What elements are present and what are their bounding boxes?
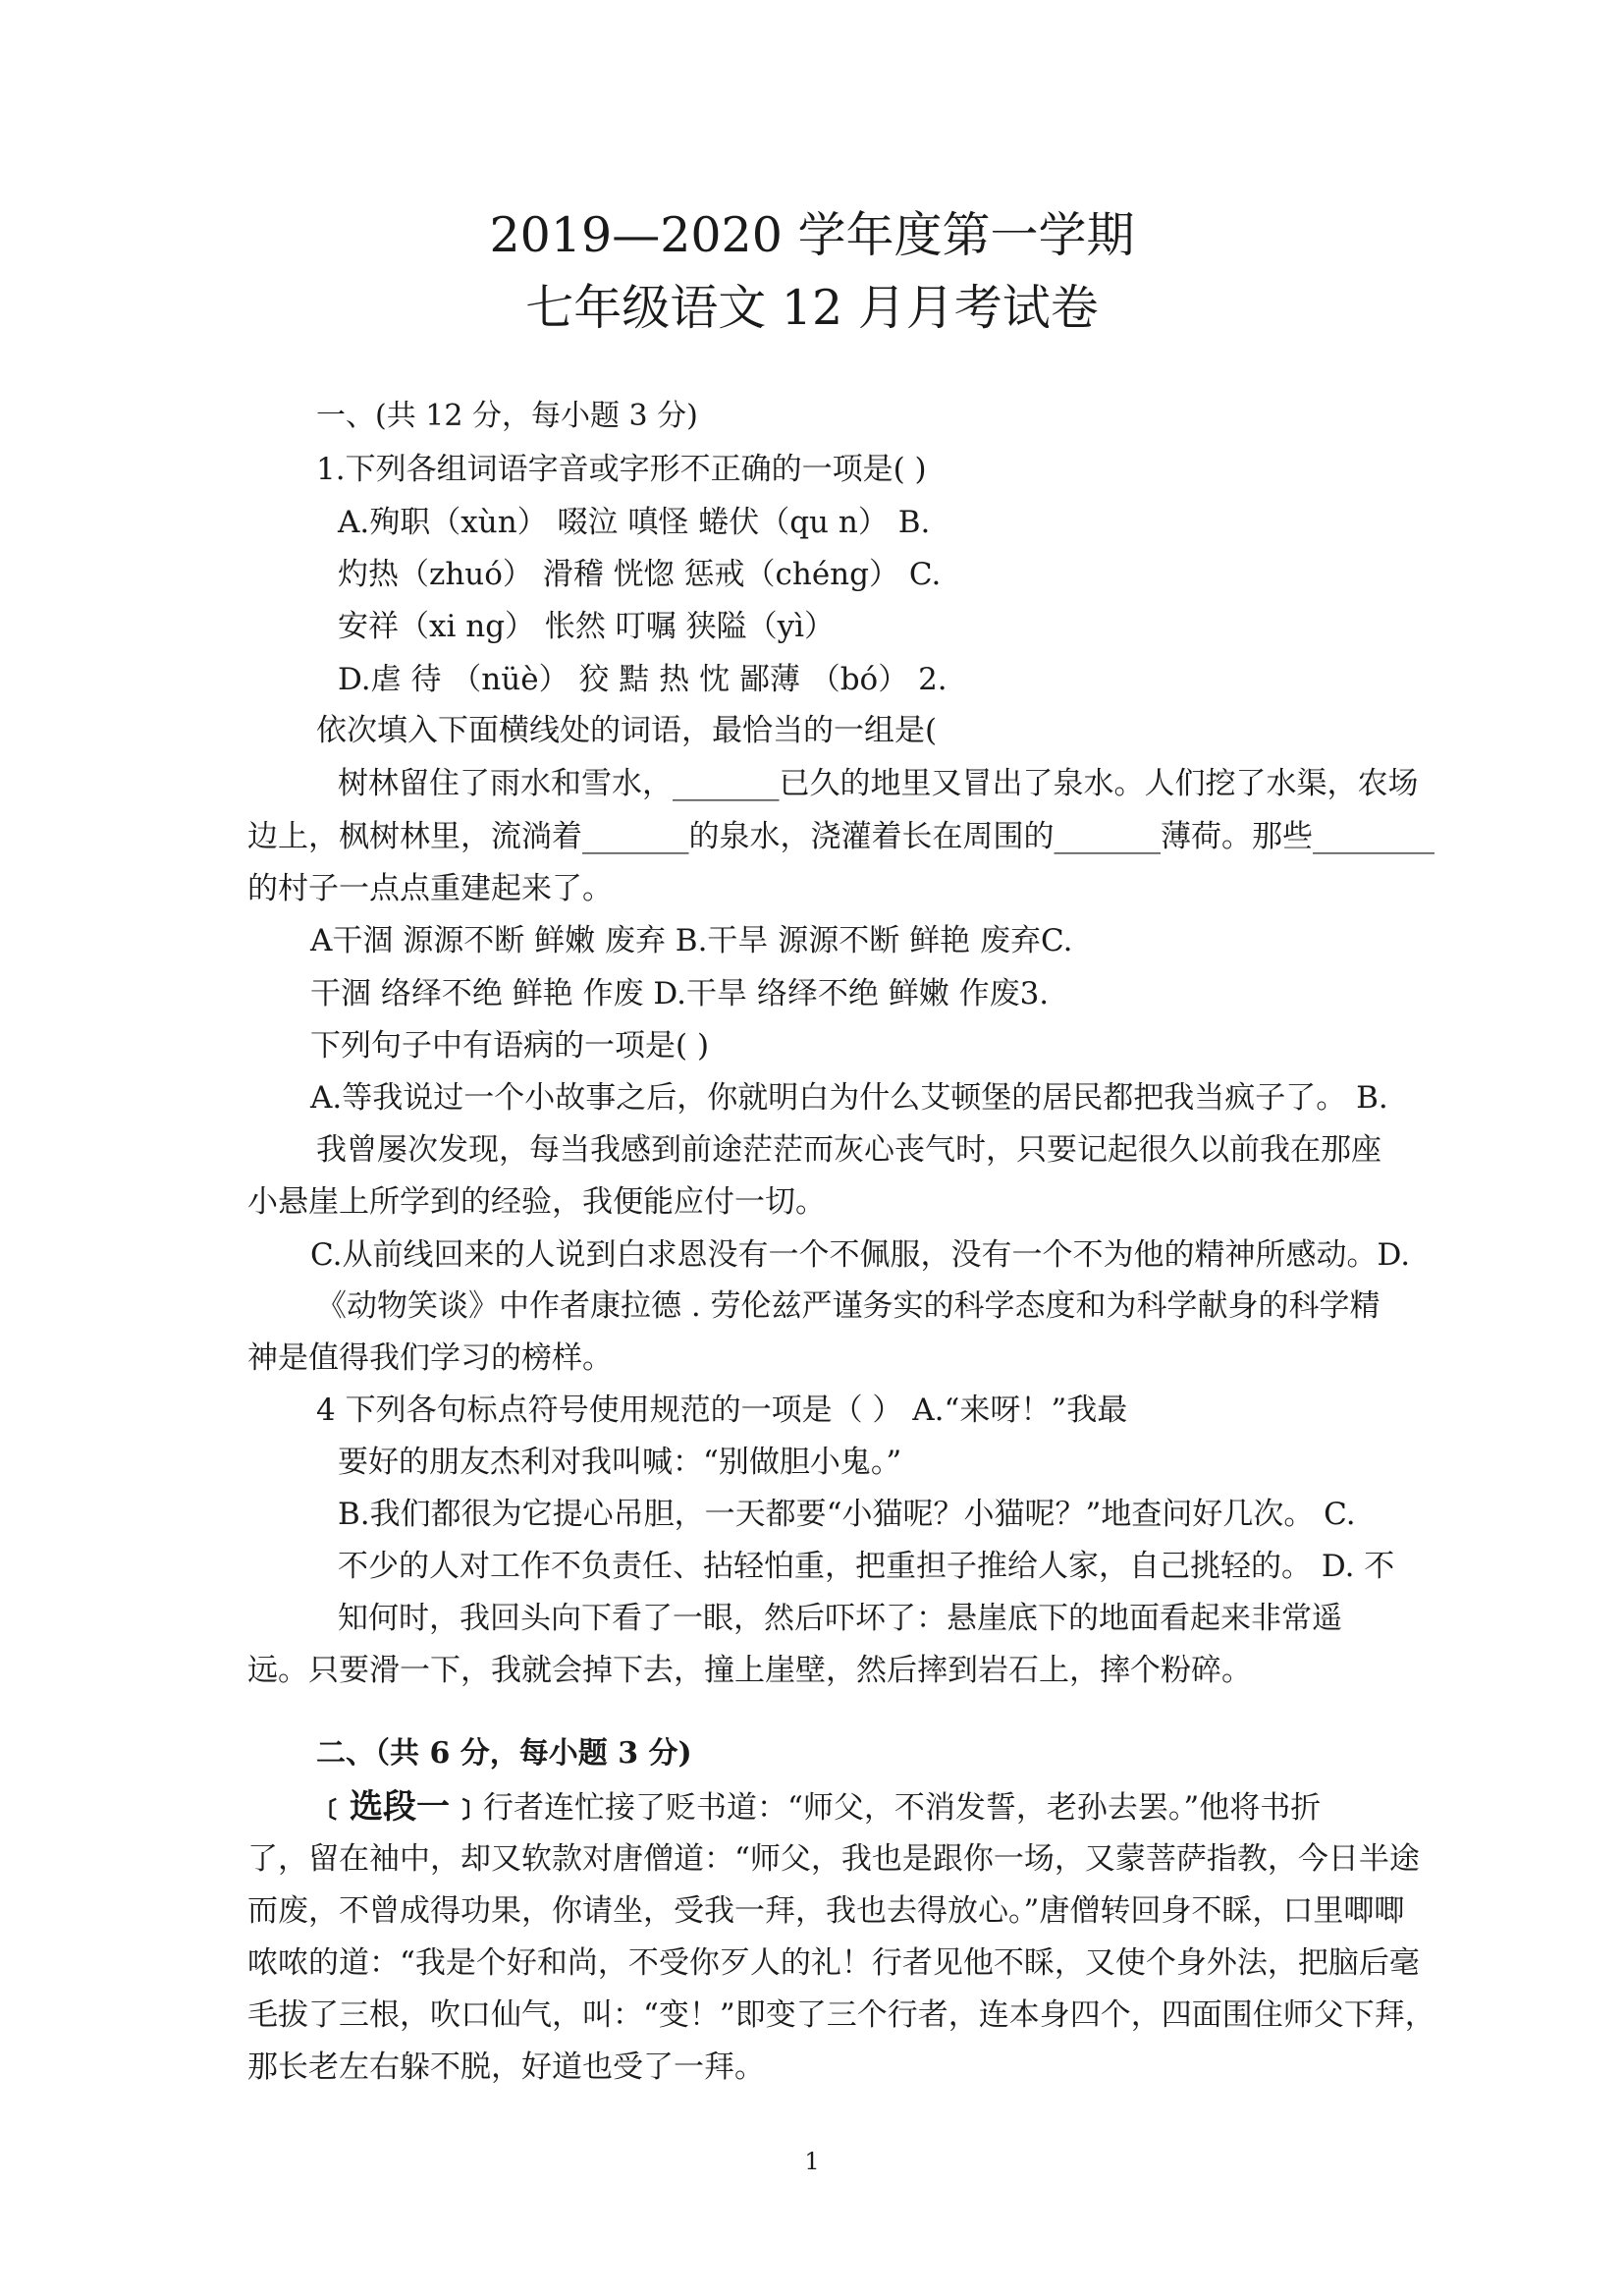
q4-stem: 4 下列各句标点符号使用规范的一项是（ ） A.“来呀！”我最 [316, 1393, 1128, 1428]
q2-passage-line: 边上，枫树林里，流淌着_______的泉水，浇灌着长在周围的_______薄荷。那些________ [247, 819, 1435, 854]
excerpt-line: 毛拔了三根，吹口仙气，叫：“变！”即变了三个行者，连本身四个，四面围住师父下拜， [247, 1997, 1435, 2033]
excerpt-line: 那长老左右躲不脱，好道也受了一拜。 [247, 2049, 765, 2085]
q4-option-line: 知何时，我回头向下看了一眼，然后吓坏了：悬崖底下的地面看起来非常遥 [338, 1601, 1342, 1636]
q3-option-line: 小悬崖上所学到的经验，我便能应付一切。 [247, 1184, 826, 1220]
q4-option-line: 远。只要滑一下，我就会掉下去，撞上崖壁，然后摔到岩石上，摔个粉碎。 [247, 1653, 1252, 1688]
page-title-line2: 七年级语文 12 月月考试卷 [525, 280, 1099, 336]
q3-option-line: A.等我说过一个小故事之后，你就明白为什么艾顿堡的居民都把我当疯子了。 B. [310, 1080, 1388, 1116]
excerpt-first-line [316, 1787, 1321, 1828]
q4-option-line: B.我们都很为它提心吊胆，一天都要“小猫呢？小猫呢？”地查问好几次。 C. [338, 1497, 1356, 1532]
q4-option-line: 要好的朋友杰利对我叫喊：“别做胆小鬼。” [338, 1445, 902, 1480]
q2-options-line: 干涸 络绎不绝 鲜艳 作废 D.干旱 络绎不绝 鲜嫩 作废3. [310, 976, 1050, 1011]
q3-option-line: 神是值得我们学习的榜样。 [247, 1340, 613, 1376]
section2-heading: 二、（共 6 分，每小题 3 分) [316, 1736, 692, 1771]
excerpt-line: 而废，不曾成得功果，你请坐，受我一拜，我也去得放心。”唐僧转回身不睬，口里唧唧 [247, 1893, 1405, 1929]
q1-option-b: 灼热（zhuó） 滑稽 恍惚 惩戒（chéng） C. [338, 557, 942, 592]
q2-stem: 依次填入下面横线处的词语，最恰当的一组是( [316, 713, 938, 748]
page-title-line1: 2019—2020 学年度第一学期 [489, 207, 1135, 263]
q4-option-line: 不少的人对工作不负责任、拈轻怕重，把重担子推给人家，自己挑轻的。 D. 不 [338, 1549, 1395, 1584]
q1-option-c: 安祥（xi ng） 怅然 叮嘱 狭隘（yì） [338, 609, 836, 644]
excerpt-line: 哝哝的道：“我是个好和尚，不受你歹人的礼！行者见他不睬，又使个身外法，把脑后毫 [247, 1945, 1420, 1981]
excerpt-line: 了，留在袖中，却又软款对唐僧道：“师父，我也是跟你一场，又蒙菩萨指教，今日半途 [247, 1841, 1420, 1877]
q3-stem: 下列句子中有语病的一项是( ) [310, 1028, 710, 1064]
q2-options-line: A干涸 源源不断 鲜嫩 废弃 B.干旱 源源不断 鲜艳 废弃C. [310, 923, 1073, 958]
q3-option-line: 我曾屡次发现，每当我感到前途茫茫而灰心丧气时，只要记起很久以前我在那座 [316, 1132, 1381, 1168]
q1-option-d: D.虐 待 （nüè） 狡 黠 热 忱 鄙薄 （bó） 2. [338, 662, 947, 697]
q2-passage-line: 的村子一点点重建起来了。 [247, 871, 613, 906]
q3-option-line: 《动物笑谈》中作者康拉德 . 劳伦兹严谨务实的科学态度和为科学献身的科学精 [316, 1288, 1380, 1324]
excerpt-label: ﹝选段一﹞ [316, 1787, 483, 1827]
page-number: 1 [804, 2148, 820, 2175]
excerpt-text: 行者连忙接了贬书道：“师父，不消发誓，老孙去罢。”他将书折 [483, 1790, 1322, 1826]
q3-option-line: C.从前线回来的人说到白求恩没有一个不佩服，没有一个不为他的精神所感动。D. [310, 1237, 1411, 1273]
q2-passage-line: 树林留住了雨水和雪水，_______已久的地里又冒出了泉水。人们挖了水渠，农场 [338, 766, 1419, 801]
q1-option-a: A.殉职（xùn） 啜泣 嗔怪 蜷伏（qu n） B. [338, 505, 931, 540]
q1-stem: 1.下列各组词语字音或字形不正确的一项是( ) [316, 452, 927, 487]
section1-heading: 一、(共 12 分，每小题 3 分) [316, 399, 698, 433]
